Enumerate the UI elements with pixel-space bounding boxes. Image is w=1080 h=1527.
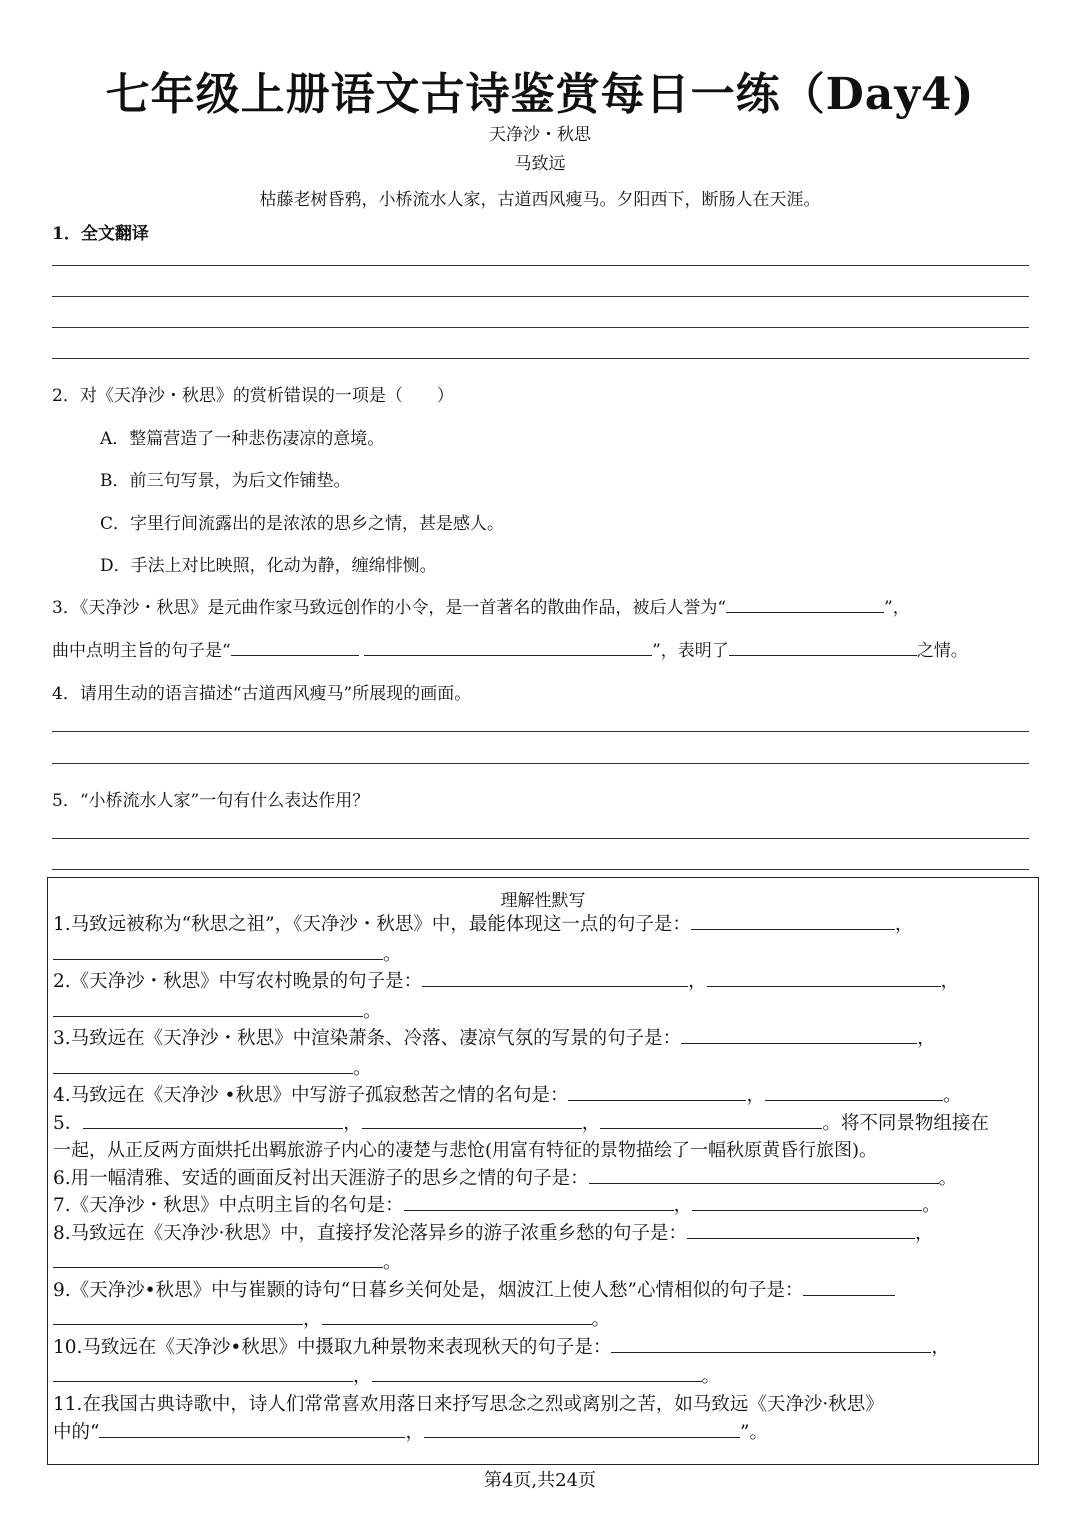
punctuation: ， — [746, 1085, 765, 1106]
dictation-item-2-cont — [53, 997, 382, 1023]
punctuation: ， — [688, 971, 707, 992]
dictation-item-9 — [53, 1276, 895, 1302]
punctuation: 。 — [363, 1001, 382, 1022]
punctuation: ， — [405, 1422, 424, 1443]
option-a[interactable]: A．整篇营造了一种悲伤凄凉的意境。 — [100, 429, 385, 449]
blank-field[interactable] — [322, 1306, 592, 1326]
dictation-item-11-cont — [53, 1418, 768, 1444]
punctuation: 。 — [383, 1252, 402, 1273]
poem-text: 枯藤老树昏鸦，小桥流水人家，古道西风瘦马。夕阳西下，断肠人在天涯。 — [259, 190, 821, 210]
dictation-item-7 — [53, 1191, 941, 1217]
item-text: 3.马致远在《天净沙・秋思》中渲染萧条、冷落、凄凉气氛的写景的句子是： — [53, 1028, 682, 1049]
dictation-item-9-cont — [53, 1305, 610, 1331]
punctuation: ， — [940, 971, 960, 992]
item-text: 7.《天净沙・秋思》中点明主旨的名句是： — [53, 1195, 404, 1216]
blank-field[interactable] — [729, 638, 917, 656]
blank-field[interactable] — [362, 1110, 582, 1130]
punctuation: 。 — [942, 1085, 962, 1106]
punctuation: ， — [673, 1195, 693, 1216]
blank-field[interactable] — [53, 1249, 383, 1269]
answer-line[interactable] — [52, 869, 1029, 870]
blank-field[interactable] — [53, 1055, 353, 1075]
punctuation: 。 — [701, 1366, 721, 1387]
dictation-item-10 — [53, 1333, 950, 1359]
question-3-text: 3．《天净沙・秋思》是元曲作家马致远创作的小令，是一首著名的散曲作品，被后人誉为“ — [52, 598, 727, 618]
punctuation: ， — [343, 1113, 362, 1134]
blank-field[interactable] — [424, 1419, 740, 1439]
question-1-label: 1．全文翻译 — [52, 224, 149, 244]
dictation-item-10-cont — [53, 1362, 720, 1388]
blank-field[interactable] — [765, 1082, 943, 1102]
blank-field[interactable] — [53, 998, 363, 1018]
punctuation: ， — [353, 1366, 372, 1387]
dictation-item-3 — [53, 1024, 936, 1050]
blank-field[interactable] — [589, 1165, 939, 1185]
dictation-item-5-cont: 一起，从正反两方面烘托出羁旅游子内心的凄楚与悲怆(用富有特征的景物描绘了一幅秋原黄昏行旅图)。 — [53, 1140, 878, 1161]
dictation-box — [47, 877, 1039, 1465]
blank-field[interactable] — [681, 1025, 917, 1045]
item-text: 2.《天净沙・秋思》中写农村晚景的句子是： — [53, 971, 423, 992]
poem-title: 天净沙・秋思 — [489, 125, 591, 145]
punctuation: 。 — [922, 1195, 941, 1216]
question-2: 2．对《天净沙・秋思》的赏析错误的一项是（ ） — [52, 386, 454, 406]
blank-field[interactable] — [231, 638, 359, 656]
blank-field[interactable] — [422, 968, 688, 988]
option-c[interactable]: C．字里行间流露出的是浓浓的思乡之情，甚是感人。 — [100, 514, 505, 534]
question-3-text: 之情。 — [916, 641, 968, 661]
dictation-item-1 — [53, 910, 913, 936]
blank-field[interactable] — [687, 1220, 915, 1240]
blank-field[interactable] — [692, 1192, 922, 1212]
punctuation: 。 — [938, 1168, 958, 1189]
dictation-item-8 — [53, 1219, 934, 1245]
blank-field[interactable] — [83, 1110, 343, 1130]
blank-field[interactable] — [404, 1192, 674, 1212]
punctuation: ， — [917, 1028, 936, 1049]
answer-line[interactable] — [52, 731, 1029, 732]
option-b[interactable]: B．前三句写景，为后文作铺垫。 — [100, 471, 351, 491]
punctuation: ， — [915, 1223, 934, 1244]
answer-line[interactable] — [52, 838, 1029, 839]
option-d[interactable]: D．手法上对比映照，化动为静，缠绵悱恻。 — [100, 556, 437, 576]
dictation-item-4 — [53, 1081, 961, 1107]
item-text: 8.马致远在《天净沙·秋思》中，直接抒发沦落异乡的游子浓重乡愁的句子是： — [53, 1223, 688, 1244]
question-3-text: 曲中点明主旨的句子是“ — [52, 641, 231, 661]
blank-field[interactable] — [600, 1110, 822, 1130]
question-3-text-end: ”， — [884, 598, 910, 618]
answer-line[interactable] — [52, 763, 1029, 764]
blank-field[interactable] — [611, 1334, 931, 1354]
punctuation: 。 — [353, 1058, 372, 1079]
item-text: 1.马致远被称为“秋思之祖”，《天净沙・秋思》中，最能体现这一点的句子是： — [53, 914, 691, 935]
blank-field[interactable] — [726, 595, 884, 613]
blank-field[interactable] — [691, 911, 895, 931]
answer-line[interactable] — [52, 358, 1029, 359]
item-text: 中的“ — [53, 1422, 100, 1443]
question-5: 5．“小桥流水人家”一句有什么表达作用？ — [52, 791, 370, 811]
question-3-text: ”，表明了 — [652, 641, 729, 661]
punctuation: ， — [303, 1309, 322, 1330]
punctuation: ， — [931, 1337, 950, 1358]
answer-line[interactable] — [52, 296, 1029, 297]
item-text: 4.马致远在《天净沙 •秋思》中写游子孤寂愁苦之情的名句是： — [53, 1085, 569, 1106]
dictation-item-11: 11.在我国古典诗歌中，诗人们常常喜欢用落日来抒写思念之烈或离别之苦，如马致远《天净沙·秋思》 — [53, 1394, 884, 1415]
punctuation: 。 — [383, 944, 402, 965]
blank-field[interactable] — [568, 1082, 746, 1102]
page-title: 七年级上册语文古诗鉴赏每日一练（Day4) — [105, 69, 975, 120]
poem-author: 马致远 — [514, 154, 566, 174]
punctuation: ， — [894, 914, 914, 935]
item-text: 10.马致远在《天净沙•秋思》中摄取九种景物来表现秋天的句子是： — [53, 1337, 612, 1358]
item-text: ”。 — [739, 1422, 768, 1443]
blank-field[interactable] — [707, 968, 941, 988]
item-text: 。将不同景物组接在 — [822, 1113, 989, 1134]
item-text: 6.用一幅清雅、安适的画面反衬出天涯游子的思乡之情的句子是： — [53, 1168, 589, 1189]
page-number: 第4页,共24页 — [483, 1470, 597, 1491]
blank-field[interactable] — [99, 1419, 405, 1439]
answer-line[interactable] — [52, 265, 1029, 266]
answer-line[interactable] — [52, 327, 1029, 328]
punctuation: 。 — [591, 1309, 611, 1330]
dictation-item-8-cont — [53, 1248, 402, 1274]
blank-field[interactable] — [372, 1363, 702, 1383]
box-title: 理解性默写 — [500, 891, 586, 911]
dictation-item-5 — [53, 1109, 989, 1135]
blank-field[interactable] — [53, 941, 383, 961]
dictation-item-2 — [53, 967, 959, 993]
dictation-item-1-cont — [53, 940, 402, 966]
item-text: 9.《天净沙•秋思》中与崔颢的诗句“日暮乡关何处是，烟波江上使人愁”心情相似的句子是： — [53, 1280, 804, 1301]
item-text: 5． — [53, 1113, 84, 1134]
dictation-item-6 — [53, 1164, 957, 1190]
dictation-item-3-cont — [53, 1054, 372, 1080]
blank-field[interactable] — [53, 1363, 353, 1383]
blank-field[interactable] — [53, 1306, 303, 1326]
blank-field[interactable] — [803, 1277, 895, 1297]
blank-field[interactable] — [364, 638, 652, 656]
question-3-line-1 — [52, 593, 910, 618]
question-3-line-2 — [52, 636, 968, 661]
question-4: 4．请用生动的语言描述“古道西风瘦马”所展现的画面。 — [52, 684, 472, 704]
punctuation: ， — [581, 1113, 601, 1134]
